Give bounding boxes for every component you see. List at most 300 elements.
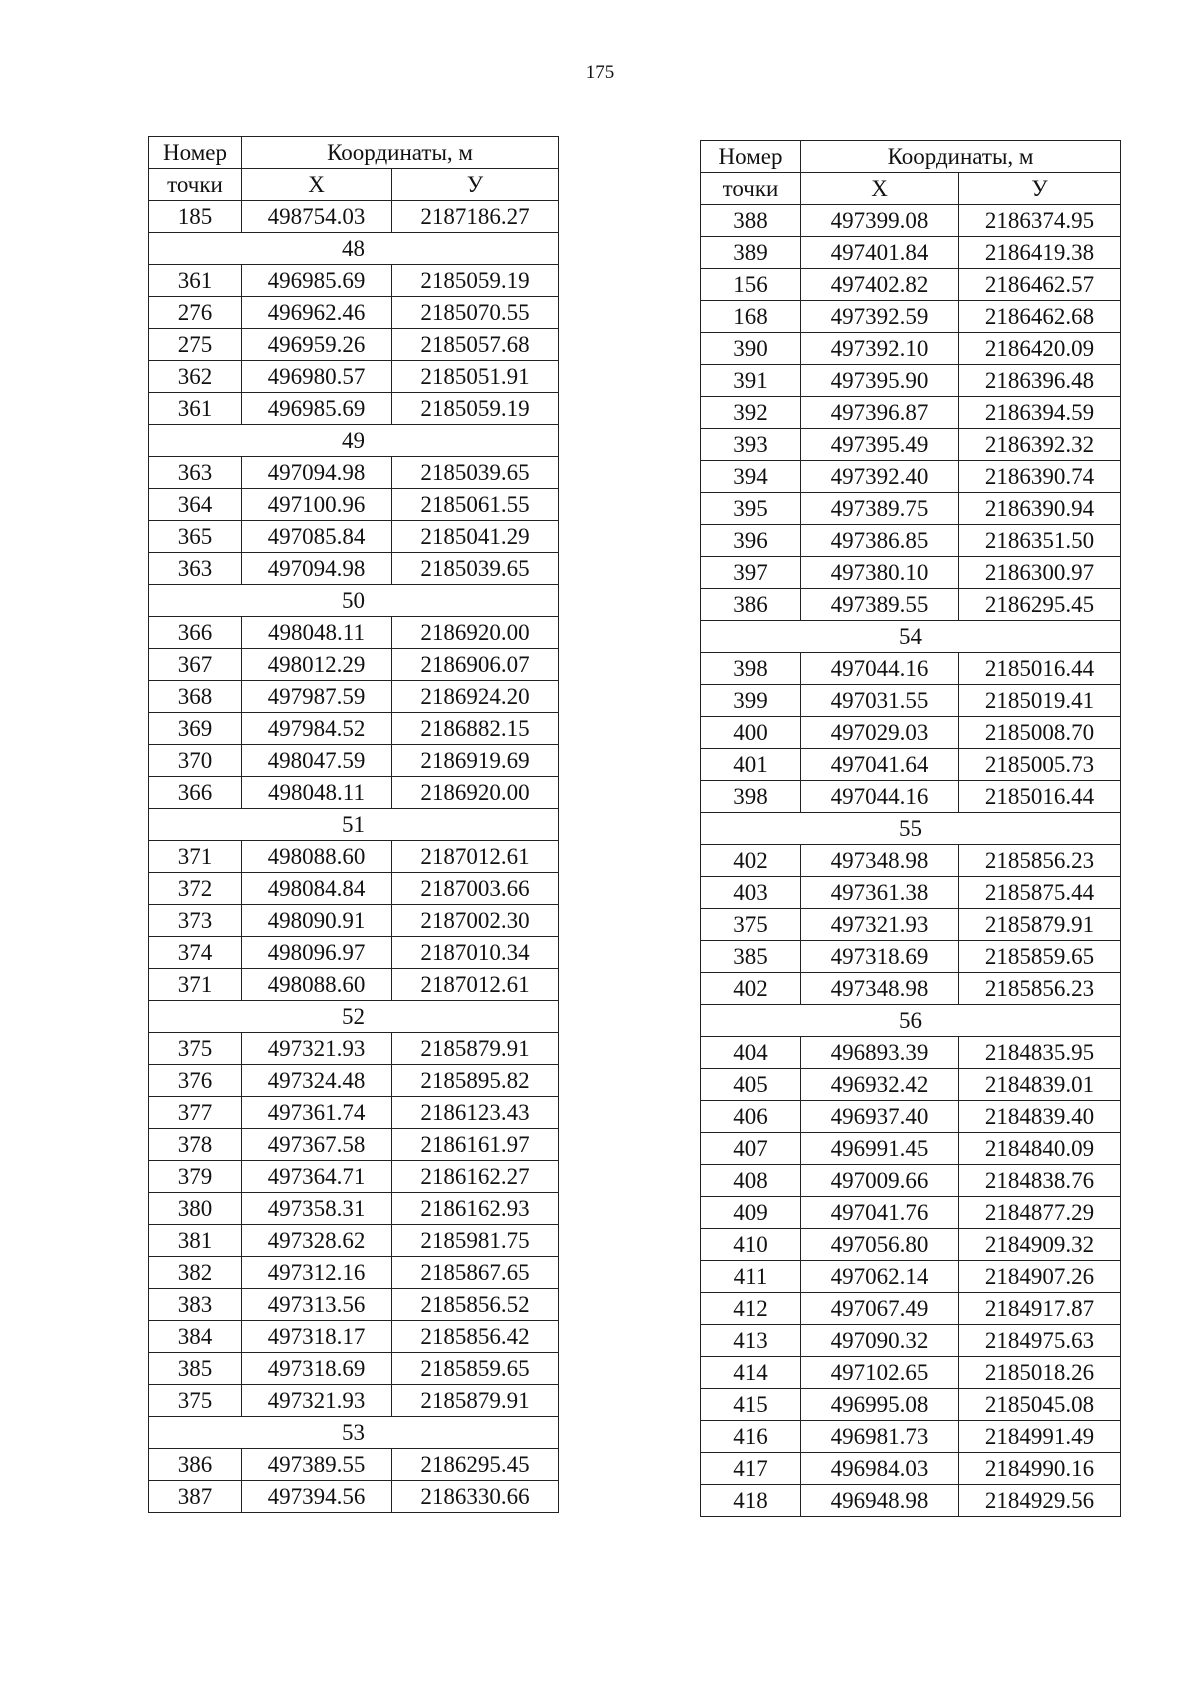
table-row — [149, 1257, 559, 1289]
point-number-cell: 399 — [701, 685, 801, 717]
table-row — [701, 1165, 1121, 1197]
y-coordinate-cell: 2185016.44 — [959, 653, 1121, 685]
y-coordinate-cell: 2186924.20 — [392, 681, 559, 713]
table-row — [701, 941, 1121, 973]
x-coordinate-cell: 497056.80 — [801, 1229, 959, 1261]
x-coordinate-cell: 497399.08 — [801, 205, 959, 237]
table-row — [149, 297, 559, 329]
table-row — [701, 301, 1121, 333]
point-number-cell: 400 — [701, 717, 801, 749]
header-y: У — [959, 173, 1121, 205]
table-row — [149, 1385, 559, 1417]
section-number: 50 — [149, 585, 559, 617]
x-coordinate-cell: 497361.38 — [801, 877, 959, 909]
x-coordinate-cell: 496995.08 — [801, 1389, 959, 1421]
y-coordinate-cell: 2184907.26 — [959, 1261, 1121, 1293]
table-row — [149, 521, 559, 553]
x-coordinate-cell: 496959.26 — [242, 329, 392, 361]
point-number-cell: 402 — [701, 973, 801, 1005]
point-number-cell: 375 — [149, 1033, 242, 1065]
y-coordinate-cell: 2186300.97 — [959, 557, 1121, 589]
table-row — [149, 329, 559, 361]
y-coordinate-cell: 2185856.23 — [959, 845, 1121, 877]
point-number-cell: 168 — [701, 301, 801, 333]
table-row — [149, 1097, 559, 1129]
coordinates-table-left — [148, 136, 559, 1513]
table-row — [701, 1485, 1121, 1517]
x-coordinate-cell: 497389.55 — [801, 589, 959, 621]
table-row — [701, 877, 1121, 909]
y-coordinate-cell: 2185016.44 — [959, 781, 1121, 813]
y-coordinate-cell: 2186920.00 — [392, 617, 559, 649]
x-coordinate-cell: 498084.84 — [242, 873, 392, 905]
point-number-cell: 373 — [149, 905, 242, 937]
y-coordinate-cell: 2185008.70 — [959, 717, 1121, 749]
y-coordinate-cell: 2186396.48 — [959, 365, 1121, 397]
section-number: 56 — [701, 1005, 1121, 1037]
x-coordinate-cell: 498754.03 — [242, 201, 392, 233]
x-coordinate-cell: 497389.75 — [801, 493, 959, 525]
x-coordinate-cell: 497394.56 — [242, 1481, 392, 1513]
table-row — [701, 653, 1121, 685]
table-row — [149, 649, 559, 681]
x-coordinate-cell: 497044.16 — [801, 781, 959, 813]
table-row — [701, 1453, 1121, 1485]
point-number-cell: 369 — [149, 713, 242, 745]
header-x: X — [801, 173, 959, 205]
table-row — [149, 393, 559, 425]
point-number-cell: 383 — [149, 1289, 242, 1321]
table-row — [701, 685, 1121, 717]
table-row — [149, 1033, 559, 1065]
y-coordinate-cell: 2185057.68 — [392, 329, 559, 361]
y-coordinate-cell: 2185019.41 — [959, 685, 1121, 717]
point-number-cell: 397 — [701, 557, 801, 589]
y-coordinate-cell: 2184839.01 — [959, 1069, 1121, 1101]
x-coordinate-cell: 497318.17 — [242, 1321, 392, 1353]
x-coordinate-cell: 497062.14 — [801, 1261, 959, 1293]
y-coordinate-cell: 2185059.19 — [392, 393, 559, 425]
x-coordinate-cell: 498047.59 — [242, 745, 392, 777]
header-coordinates: Координаты, м — [242, 137, 559, 169]
point-number-cell: 385 — [149, 1353, 242, 1385]
x-coordinate-cell: 497987.59 — [242, 681, 392, 713]
point-number-cell: 364 — [149, 489, 242, 521]
section-number: 55 — [701, 813, 1121, 845]
table-row — [701, 333, 1121, 365]
table-row — [701, 429, 1121, 461]
section-number: 52 — [149, 1001, 559, 1033]
y-coordinate-cell: 2185856.23 — [959, 973, 1121, 1005]
table-row — [149, 1065, 559, 1097]
point-number-cell: 375 — [149, 1385, 242, 1417]
x-coordinate-cell: 497031.55 — [801, 685, 959, 717]
x-coordinate-cell: 496932.42 — [801, 1069, 959, 1101]
table-row — [701, 589, 1121, 621]
x-coordinate-cell: 498090.91 — [242, 905, 392, 937]
table-row — [701, 909, 1121, 941]
table-row — [149, 713, 559, 745]
table-row — [701, 525, 1121, 557]
x-coordinate-cell: 497321.93 — [801, 909, 959, 941]
point-number-cell: 363 — [149, 457, 242, 489]
table-row — [701, 461, 1121, 493]
y-coordinate-cell: 2187186.27 — [392, 201, 559, 233]
table-row — [149, 777, 559, 809]
table-row — [701, 1325, 1121, 1357]
header-coordinates: Координаты, м — [801, 141, 1121, 173]
x-coordinate-cell: 497402.82 — [801, 269, 959, 301]
point-number-cell: 365 — [149, 521, 242, 553]
table-row — [149, 745, 559, 777]
x-coordinate-cell: 497367.58 — [242, 1129, 392, 1161]
header-y: У — [392, 169, 559, 201]
point-number-cell: 403 — [701, 877, 801, 909]
table-row — [149, 969, 559, 1001]
x-coordinate-cell: 497085.84 — [242, 521, 392, 553]
point-number-cell: 391 — [701, 365, 801, 397]
point-number-cell: 379 — [149, 1161, 242, 1193]
point-number-cell: 363 — [149, 553, 242, 585]
y-coordinate-cell: 2185856.52 — [392, 1289, 559, 1321]
y-coordinate-cell: 2186419.38 — [959, 237, 1121, 269]
x-coordinate-cell: 497324.48 — [242, 1065, 392, 1097]
point-number-cell: 371 — [149, 969, 242, 1001]
point-number-cell: 368 — [149, 681, 242, 713]
point-number-cell: 384 — [149, 1321, 242, 1353]
point-number-cell: 405 — [701, 1069, 801, 1101]
y-coordinate-cell: 2185867.65 — [392, 1257, 559, 1289]
table-row — [149, 937, 559, 969]
x-coordinate-cell: 497041.76 — [801, 1197, 959, 1229]
y-coordinate-cell: 2186390.94 — [959, 493, 1121, 525]
y-coordinate-cell: 2184917.87 — [959, 1293, 1121, 1325]
point-number-cell: 393 — [701, 429, 801, 461]
y-coordinate-cell: 2185856.42 — [392, 1321, 559, 1353]
y-coordinate-cell: 2185859.65 — [959, 941, 1121, 973]
point-number-cell: 404 — [701, 1037, 801, 1069]
point-number-cell: 372 — [149, 873, 242, 905]
table-row — [701, 749, 1121, 781]
point-number-cell: 370 — [149, 745, 242, 777]
y-coordinate-cell: 2186394.59 — [959, 397, 1121, 429]
y-coordinate-cell: 2186920.00 — [392, 777, 559, 809]
table-row — [701, 1133, 1121, 1165]
x-coordinate-cell: 496962.46 — [242, 297, 392, 329]
point-number-cell: 376 — [149, 1065, 242, 1097]
x-coordinate-cell: 497392.10 — [801, 333, 959, 365]
header-row — [149, 169, 559, 201]
point-number-cell: 377 — [149, 1097, 242, 1129]
table-row — [701, 781, 1121, 813]
point-number-cell: 401 — [701, 749, 801, 781]
x-coordinate-cell: 497067.49 — [801, 1293, 959, 1325]
point-number-cell: 398 — [701, 653, 801, 685]
y-coordinate-cell: 2186374.95 — [959, 205, 1121, 237]
x-coordinate-cell: 497395.49 — [801, 429, 959, 461]
section-row — [701, 621, 1121, 653]
y-coordinate-cell: 2186351.50 — [959, 525, 1121, 557]
table-row — [149, 457, 559, 489]
point-number-cell: 378 — [149, 1129, 242, 1161]
y-coordinate-cell: 2187010.34 — [392, 937, 559, 969]
x-coordinate-cell: 496893.39 — [801, 1037, 959, 1069]
point-number-cell: 396 — [701, 525, 801, 557]
y-coordinate-cell: 2186161.97 — [392, 1129, 559, 1161]
point-number-cell: 414 — [701, 1357, 801, 1389]
point-number-cell: 361 — [149, 265, 242, 297]
point-number-cell: 406 — [701, 1101, 801, 1133]
y-coordinate-cell: 2184929.56 — [959, 1485, 1121, 1517]
y-coordinate-cell: 2186162.93 — [392, 1193, 559, 1225]
point-number-cell: 156 — [701, 269, 801, 301]
y-coordinate-cell: 2185061.55 — [392, 489, 559, 521]
section-row — [149, 809, 559, 841]
x-coordinate-cell: 496948.98 — [801, 1485, 959, 1517]
point-number-cell: 361 — [149, 393, 242, 425]
x-coordinate-cell: 497380.10 — [801, 557, 959, 589]
y-coordinate-cell: 2187002.30 — [392, 905, 559, 937]
page-number: 175 — [585, 62, 615, 83]
y-coordinate-cell: 2184990.16 — [959, 1453, 1121, 1485]
table-row — [149, 1289, 559, 1321]
table-row — [149, 201, 559, 233]
table-row — [149, 361, 559, 393]
point-number-cell: 385 — [701, 941, 801, 973]
table-row — [149, 1129, 559, 1161]
point-number-cell: 395 — [701, 493, 801, 525]
table-row — [701, 365, 1121, 397]
x-coordinate-cell: 497386.85 — [801, 525, 959, 557]
section-number: 51 — [149, 809, 559, 841]
point-number-cell: 412 — [701, 1293, 801, 1325]
x-coordinate-cell: 498048.11 — [242, 617, 392, 649]
table-row — [149, 1353, 559, 1385]
x-coordinate-cell: 497395.90 — [801, 365, 959, 397]
y-coordinate-cell: 2185070.55 — [392, 297, 559, 329]
point-number-cell: 374 — [149, 937, 242, 969]
x-coordinate-cell: 497090.32 — [801, 1325, 959, 1357]
x-coordinate-cell: 497029.03 — [801, 717, 959, 749]
point-number-cell: 366 — [149, 617, 242, 649]
x-coordinate-cell: 497392.40 — [801, 461, 959, 493]
x-coordinate-cell: 497102.65 — [801, 1357, 959, 1389]
point-number-cell: 275 — [149, 329, 242, 361]
y-coordinate-cell: 2184838.76 — [959, 1165, 1121, 1197]
y-coordinate-cell: 2185879.91 — [392, 1033, 559, 1065]
table-row — [701, 717, 1121, 749]
point-number-cell: 409 — [701, 1197, 801, 1229]
header-point-label: точки — [701, 173, 801, 205]
section-number: 49 — [149, 425, 559, 457]
table-row — [149, 1161, 559, 1193]
x-coordinate-cell: 497401.84 — [801, 237, 959, 269]
y-coordinate-cell: 2185039.65 — [392, 553, 559, 585]
y-coordinate-cell: 2186330.66 — [392, 1481, 559, 1513]
table-row — [149, 1481, 559, 1513]
table-row — [701, 493, 1121, 525]
x-coordinate-cell: 497361.74 — [242, 1097, 392, 1129]
y-coordinate-cell: 2186919.69 — [392, 745, 559, 777]
y-coordinate-cell: 2184877.29 — [959, 1197, 1121, 1229]
table-row — [701, 237, 1121, 269]
point-number-cell: 418 — [701, 1485, 801, 1517]
table-row — [701, 1261, 1121, 1293]
section-row — [149, 233, 559, 265]
x-coordinate-cell: 498048.11 — [242, 777, 392, 809]
y-coordinate-cell: 2185041.29 — [392, 521, 559, 553]
header-point-label: точки — [149, 169, 242, 201]
y-coordinate-cell: 2186392.32 — [959, 429, 1121, 461]
table-row — [701, 1389, 1121, 1421]
y-coordinate-cell: 2185018.26 — [959, 1357, 1121, 1389]
table-row — [701, 1101, 1121, 1133]
point-number-cell: 402 — [701, 845, 801, 877]
table-row — [149, 1449, 559, 1481]
table-row — [701, 1069, 1121, 1101]
y-coordinate-cell: 2185051.91 — [392, 361, 559, 393]
header-point-number: Номер — [701, 141, 801, 173]
point-number-cell: 375 — [701, 909, 801, 941]
x-coordinate-cell: 498012.29 — [242, 649, 392, 681]
x-coordinate-cell: 496981.73 — [801, 1421, 959, 1453]
x-coordinate-cell: 497392.59 — [801, 301, 959, 333]
y-coordinate-cell: 2187012.61 — [392, 969, 559, 1001]
point-number-cell: 367 — [149, 649, 242, 681]
table-row — [701, 845, 1121, 877]
table-row — [701, 1197, 1121, 1229]
point-number-cell: 388 — [701, 205, 801, 237]
table-row — [149, 1321, 559, 1353]
y-coordinate-cell: 2185875.44 — [959, 877, 1121, 909]
table-row — [149, 1225, 559, 1257]
x-coordinate-cell: 498088.60 — [242, 969, 392, 1001]
y-coordinate-cell: 2184840.09 — [959, 1133, 1121, 1165]
x-coordinate-cell: 497100.96 — [242, 489, 392, 521]
point-number-cell: 386 — [149, 1449, 242, 1481]
section-row — [149, 425, 559, 457]
table-row — [149, 617, 559, 649]
x-coordinate-cell: 497312.16 — [242, 1257, 392, 1289]
section-row — [149, 585, 559, 617]
y-coordinate-cell: 2184835.95 — [959, 1037, 1121, 1069]
point-number-cell: 416 — [701, 1421, 801, 1453]
table-row — [701, 205, 1121, 237]
point-number-cell: 407 — [701, 1133, 801, 1165]
x-coordinate-cell: 497094.98 — [242, 553, 392, 585]
section-number: 54 — [701, 621, 1121, 653]
header-x: X — [242, 169, 392, 201]
y-coordinate-cell: 2184991.49 — [959, 1421, 1121, 1453]
y-coordinate-cell: 2185859.65 — [392, 1353, 559, 1385]
point-number-cell: 362 — [149, 361, 242, 393]
point-number-cell: 366 — [149, 777, 242, 809]
point-number-cell: 398 — [701, 781, 801, 813]
section-row — [701, 813, 1121, 845]
point-number-cell: 417 — [701, 1453, 801, 1485]
table-row — [149, 873, 559, 905]
y-coordinate-cell: 2185879.91 — [392, 1385, 559, 1417]
y-coordinate-cell: 2186295.45 — [392, 1449, 559, 1481]
point-number-cell: 411 — [701, 1261, 801, 1293]
y-coordinate-cell: 2185039.65 — [392, 457, 559, 489]
x-coordinate-cell: 497313.56 — [242, 1289, 392, 1321]
table-row — [701, 557, 1121, 589]
table-row — [701, 973, 1121, 1005]
section-number: 53 — [149, 1417, 559, 1449]
y-coordinate-cell: 2186123.43 — [392, 1097, 559, 1129]
y-coordinate-cell: 2186390.74 — [959, 461, 1121, 493]
x-coordinate-cell: 497348.98 — [801, 845, 959, 877]
y-coordinate-cell: 2186162.27 — [392, 1161, 559, 1193]
x-coordinate-cell: 497348.98 — [801, 973, 959, 1005]
point-number-cell: 276 — [149, 297, 242, 329]
y-coordinate-cell: 2185895.82 — [392, 1065, 559, 1097]
y-coordinate-cell: 2186420.09 — [959, 333, 1121, 365]
x-coordinate-cell: 497041.64 — [801, 749, 959, 781]
table-row — [701, 269, 1121, 301]
y-coordinate-cell: 2185059.19 — [392, 265, 559, 297]
y-coordinate-cell: 2185981.75 — [392, 1225, 559, 1257]
point-number-cell: 371 — [149, 841, 242, 873]
table-row — [701, 1421, 1121, 1453]
point-number-cell: 394 — [701, 461, 801, 493]
point-number-cell: 413 — [701, 1325, 801, 1357]
header-point-number: Номер — [149, 137, 242, 169]
table-row — [149, 553, 559, 585]
point-number-cell: 389 — [701, 237, 801, 269]
point-number-cell: 390 — [701, 333, 801, 365]
section-row — [149, 1417, 559, 1449]
coordinates-table-right — [700, 140, 1121, 1517]
y-coordinate-cell: 2184839.40 — [959, 1101, 1121, 1133]
y-coordinate-cell: 2186906.07 — [392, 649, 559, 681]
x-coordinate-cell: 497009.66 — [801, 1165, 959, 1197]
point-number-cell: 386 — [701, 589, 801, 621]
x-coordinate-cell: 497044.16 — [801, 653, 959, 685]
table-row — [701, 1357, 1121, 1389]
x-coordinate-cell: 498088.60 — [242, 841, 392, 873]
point-number-cell: 392 — [701, 397, 801, 429]
table-row — [149, 265, 559, 297]
y-coordinate-cell: 2185045.08 — [959, 1389, 1121, 1421]
y-coordinate-cell: 2184975.63 — [959, 1325, 1121, 1357]
x-coordinate-cell: 497984.52 — [242, 713, 392, 745]
point-number-cell: 408 — [701, 1165, 801, 1197]
x-coordinate-cell: 496937.40 — [801, 1101, 959, 1133]
point-number-cell: 380 — [149, 1193, 242, 1225]
header-row — [701, 173, 1121, 205]
x-coordinate-cell: 497321.93 — [242, 1033, 392, 1065]
x-coordinate-cell: 496980.57 — [242, 361, 392, 393]
section-row — [149, 1001, 559, 1033]
y-coordinate-cell: 2186882.15 — [392, 713, 559, 745]
table-row — [701, 1229, 1121, 1261]
y-coordinate-cell: 2186462.68 — [959, 301, 1121, 333]
table-row — [149, 905, 559, 937]
x-coordinate-cell: 496985.69 — [242, 393, 392, 425]
x-coordinate-cell: 497321.93 — [242, 1385, 392, 1417]
table-row — [149, 841, 559, 873]
table-row — [701, 1037, 1121, 1069]
y-coordinate-cell: 2186295.45 — [959, 589, 1121, 621]
x-coordinate-cell: 497318.69 — [242, 1353, 392, 1385]
x-coordinate-cell: 497328.62 — [242, 1225, 392, 1257]
x-coordinate-cell: 497358.31 — [242, 1193, 392, 1225]
point-number-cell: 185 — [149, 201, 242, 233]
x-coordinate-cell: 496984.03 — [801, 1453, 959, 1485]
table-row — [701, 397, 1121, 429]
